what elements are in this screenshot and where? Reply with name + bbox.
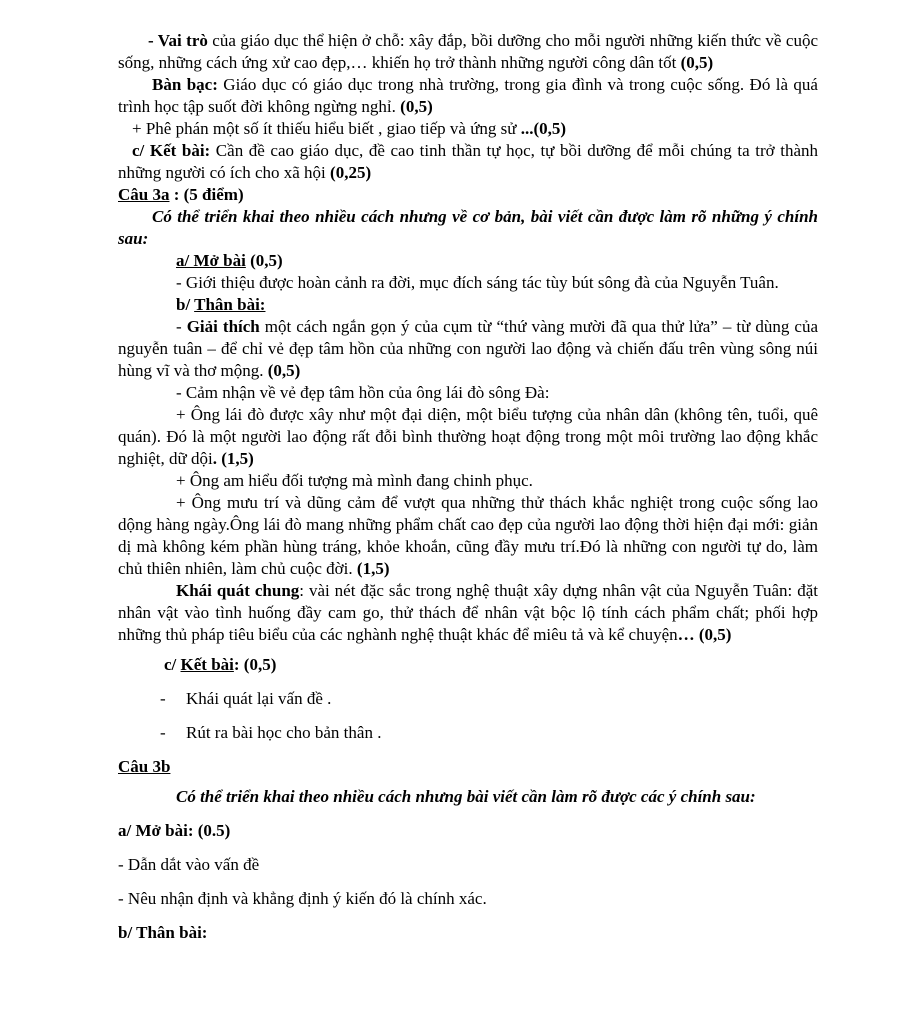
ket-bai-score: : (0,5)	[233, 655, 277, 674]
paragraph-plus-3	[118, 492, 818, 580]
paragraph-khai-quat	[118, 580, 818, 646]
text-ban-bac: Giáo dục có giáo dục trong nhà trường, trong gia đình và trong cuộc sống. Đó là quá trình học tập suốt đời không ngừng nghỉ.	[118, 75, 818, 116]
mo-bai-3b-line-1: - Dẫn dắt vào vấn đề	[118, 855, 260, 874]
bullet-dash: -	[160, 723, 166, 742]
text-giai-thich: một cách ngắn gọn ý của cụm từ “thứ vàng mười đã qua thử lửa” – từ dùng của nguyễn tuân – để chỉ vẻ đẹp tâm hồn của những con người lao động và chiến đấu trên vùng sông núi hùng vĩ và thơ mộng.	[118, 317, 819, 380]
score-plus-3: (1,5)	[356, 559, 390, 578]
list-item-text: Rút ra bài học cho bản thân .	[186, 723, 382, 742]
term-vai-tro: Vai trò	[157, 31, 208, 50]
ket-bai-label: Kết bài	[180, 655, 234, 674]
term-ban-bac: Bàn bạc:	[152, 75, 218, 94]
score-khai-quat: … (0,5)	[677, 625, 732, 644]
than-bai-3b-heading: b/ Thân bài:	[118, 923, 208, 942]
score-ket-bai: (0,25)	[330, 163, 372, 182]
paragraph-plus-1	[118, 404, 818, 470]
score-plus-1: . (1,5)	[212, 449, 254, 468]
score-vai-tro: (0,5)	[680, 53, 714, 72]
text-plus-3: + Ông mưu trí và dũng cảm để vượt qua những thử thách khắc nghiệt trong cuộc sống lao dộng hàng ngày.Ông lái đò mang những phẩm chất cao đẹp của người lao động thời hiện đại mới: giản dị mà không kém phần hùng tráng, khỏe khoắn, cũng đầy mưu trí.Đó là những con người tự do, làm chủ thiên nhiên, làm chủ cuộc đời.	[118, 493, 818, 578]
text-vai-tro: của giáo dục thể hiện ở chỗ: xây đắp, bồi dưỡng cho mỗi người những kiến thức về cuộc sống, những cách ứng xử cao đẹp,… khiến họ trở thành những người công dân tốt	[118, 31, 818, 72]
bullet-dash: -	[176, 317, 187, 336]
intro-cau-3a: Có thể triển khai theo nhiều cách nhưng về cơ bản, bài viết cần được làm rõ những ý chính sau:	[118, 207, 818, 248]
ket-bai-heading	[118, 654, 818, 676]
bullet-dash: -	[160, 689, 166, 708]
paragraph-vai-tro	[118, 30, 818, 74]
mo-bai-heading	[118, 250, 818, 272]
mo-bai-3b-heading: a/ Mở bài: (0.5)	[118, 821, 231, 840]
than-bai-heading	[118, 294, 818, 316]
mo-bai-3b-line-2: - Nêu nhận định và khẳng định ý kiến đó là chính xác.	[118, 889, 487, 908]
document-page	[118, 30, 818, 944]
term-giai-thich: Giải thích	[186, 317, 260, 336]
text-phe-phan: + Phê phán một số ít thiếu hiểu biết , giao tiếp và ứng sử	[132, 119, 521, 138]
intro-cau-3b: Có thể triển khai theo nhiều cách nhưng bài viết cần làm rõ được các ý chính sau:	[176, 787, 756, 806]
paragraph-ket-bai-cau2	[118, 140, 818, 184]
ket-bai-prefix: c/	[164, 655, 181, 674]
paragraph-plus-2: + Ông am hiểu đối tượng mà mình đang chinh phục.	[176, 471, 533, 490]
paragraph-cam-nhan: - Cảm nhận về vẻ đẹp tâm hồn của ông lái đò sông Đà:	[176, 383, 550, 402]
than-bai-prefix: b/	[176, 295, 195, 314]
term-khai-quat: Khái quát chung	[176, 581, 300, 600]
heading-cau-3a	[118, 184, 818, 206]
text-khai-quat: : vài nét đặc sắc trong nghệ thuật xây dựng nhân vật của Nguyễn Tuân: đặt nhân vật vào tình huống đầy cam go, thử thách để nhân vật bộc lộ tính cách phẩm chất; phối hợp những thủ pháp tiêu biểu của các nghành nghệ thuật khác để miêu tả và kể chuyện	[118, 581, 818, 644]
paragraph-giai-thich	[118, 316, 818, 382]
term-ket-bai: c/ Kết bài:	[132, 141, 211, 160]
list-item	[118, 722, 818, 744]
mo-bai-text: - Giới thiệu được hoàn cảnh ra đời, mục đích sáng tác tùy bút sông đà của Nguyễn Tuân.	[176, 273, 779, 292]
heading-cau-3a-label: Câu 3a	[118, 185, 170, 204]
score-giai-thich: (0,5)	[267, 361, 301, 380]
mo-bai-label: a/ Mở bài	[176, 251, 246, 270]
than-bai-label: Thân bài:	[194, 295, 266, 314]
heading-cau-3b: Câu 3b	[118, 757, 171, 776]
score-phe-phan: ...(0,5)	[520, 119, 567, 138]
list-item	[118, 688, 818, 710]
paragraph-ban-bac	[118, 74, 818, 118]
text-plus-1: + Ông lái đò được xây như một đại diện, một biểu tượng của nhân dân (không tên, tuổi, quê quán). Đó là một người lao động rất đỗi bình thường hoạt động trong một môi trường lao động khắc nghiệt, dữ dội	[118, 405, 818, 468]
heading-cau-3a-score: : (5 điểm)	[169, 185, 244, 204]
list-item-text: Khái quát lại vấn đề .	[186, 689, 332, 708]
bullet-dash: -	[148, 31, 158, 50]
text-ket-bai: Cần đề cao giáo dục, đề cao tinh thần tự học, tự bồi dưỡng để mỗi chúng ta trở thành những người có ích cho xã hội	[118, 141, 818, 182]
score-ban-bac: (0,5)	[400, 97, 433, 116]
paragraph-phe-phan	[118, 118, 818, 140]
mo-bai-score: (0,5)	[245, 251, 283, 270]
